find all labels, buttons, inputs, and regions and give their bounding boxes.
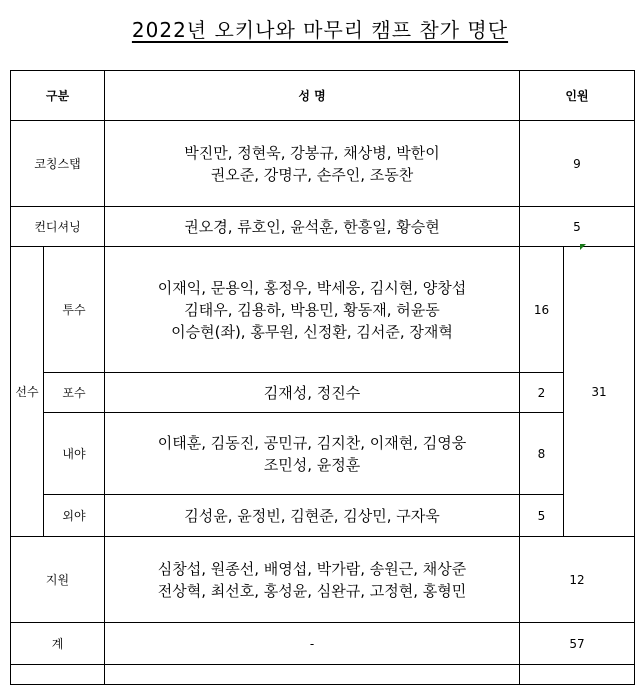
header-names: 성 명	[105, 71, 520, 121]
infield-names-line2: 조민성, 윤정훈	[263, 455, 361, 474]
header-count: 인원	[520, 71, 635, 121]
pitcher-names-line1: 이재익, 문용익, 홍정우, 박세웅, 김시현, 양창섭	[157, 278, 467, 297]
conditioning-label: 컨디셔닝	[11, 207, 105, 247]
infield-row	[11, 413, 635, 495]
pitcher-row	[11, 247, 635, 373]
trailing-cell-1	[11, 665, 105, 685]
infield-names-line1: 이태훈, 김동진, 공민규, 김지찬, 이재현, 김영웅	[157, 433, 467, 452]
outfield-label: 외야	[44, 495, 105, 537]
pitcher-names-line3: 이승현(좌), 홍무원, 신정환, 김서준, 장재혁	[171, 322, 453, 341]
infield-label: 내야	[44, 413, 105, 495]
infield-count: 8	[520, 413, 564, 495]
coaching-row	[11, 121, 635, 207]
support-label: 지원	[11, 537, 105, 623]
catcher-count: 2	[520, 373, 564, 413]
total-row	[11, 623, 635, 665]
support-names-line1: 심창섭, 원종선, 배영섭, 박가람, 송원근, 채상준	[157, 559, 467, 578]
support-count: 12	[520, 537, 635, 623]
total-label: 계	[11, 623, 105, 665]
catcher-names: 김재성, 정진수	[105, 373, 520, 413]
coaching-names-line1: 박진만, 정현욱, 강봉규, 채상병, 박한이	[184, 143, 440, 162]
document-title-text: 2022년 오키나와 마무리 캠프 참가 명단	[131, 18, 509, 42]
coaching-names-line2: 권오준, 강명구, 손주인, 조동찬	[210, 165, 414, 184]
pitcher-names	[105, 247, 520, 373]
coaching-names	[105, 121, 520, 207]
coaching-label: 코칭스탭	[11, 121, 105, 207]
catcher-label: 포수	[44, 373, 105, 413]
catcher-row	[11, 373, 635, 413]
trailing-cell-3	[520, 665, 635, 685]
outfield-count: 5	[520, 495, 564, 537]
support-names-line2: 전상혁, 최선호, 홍성윤, 심완규, 고정현, 홍형민	[157, 581, 467, 600]
coaching-count: 9	[520, 121, 635, 207]
roster-table	[10, 70, 635, 685]
document-title	[0, 14, 640, 43]
support-row	[11, 537, 635, 623]
pitcher-count: 16	[520, 247, 564, 373]
support-names	[105, 537, 520, 623]
outfield-row	[11, 495, 635, 537]
players-total: 31	[564, 247, 635, 537]
pitcher-names-line2: 김태우, 김용하, 박용민, 황동재, 허윤동	[184, 300, 440, 319]
conditioning-row	[11, 207, 635, 247]
header-category: 구분	[11, 71, 105, 121]
trailing-row	[11, 665, 635, 685]
header-row	[11, 71, 635, 121]
players-label: 선수	[11, 247, 44, 537]
conditioning-names: 권오경, 류호인, 윤석훈, 한흥일, 황승현	[105, 207, 520, 247]
trailing-cell-2	[105, 665, 520, 685]
cell-comment-marker-icon	[580, 244, 586, 250]
outfield-names: 김성윤, 윤정빈, 김현준, 김상민, 구자욱	[105, 495, 520, 537]
infield-names	[105, 413, 520, 495]
conditioning-count: 5	[520, 207, 635, 247]
pitcher-label: 투수	[44, 247, 105, 373]
total-count: 57	[520, 623, 635, 665]
total-names: -	[105, 623, 520, 665]
